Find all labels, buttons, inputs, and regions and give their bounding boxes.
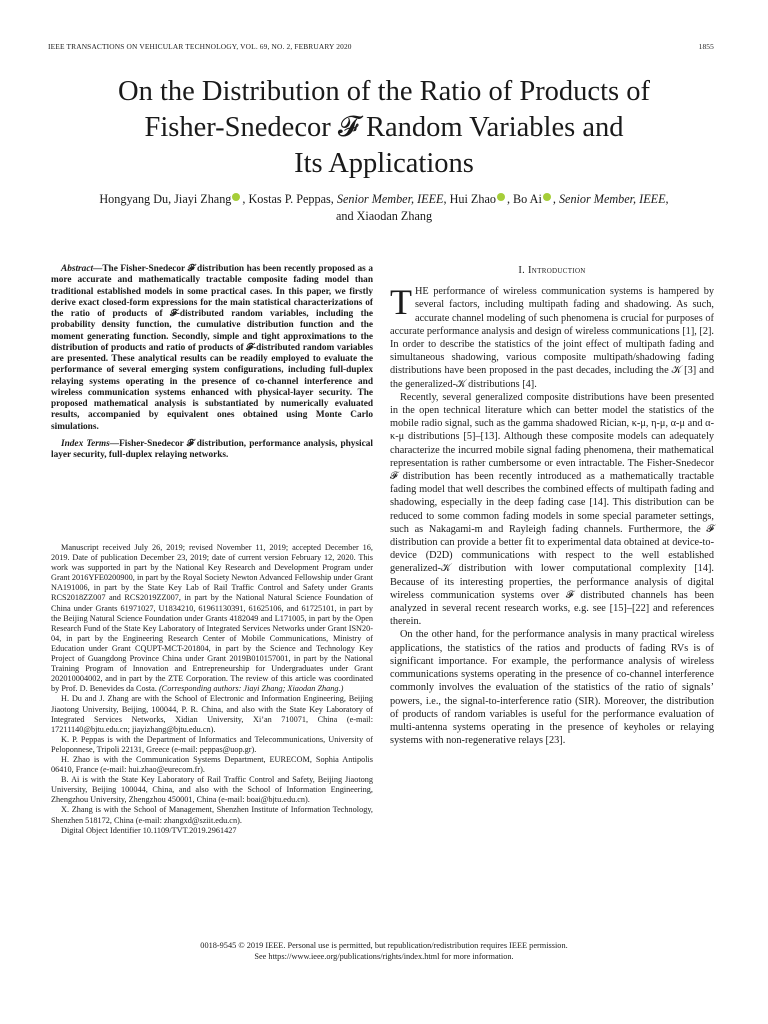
intro-paragraph: On the other hand, for the performance analysis in many practical wireless applications, the statistics of the ratios and products of fading RVs is of significant importance. For example, the performance analysis of wireless communications systems operating in the presence of co-channel interference commonly involves the evaluation of the statistics of the ratio of signals’ powers, i.e., the signal-to-interference ratio (SIR). Moreover, the distribution of products of random variables is useful for the performance evaluation of multi-antenna systems operating in the presence of keyholes or relaying systems with non-regenerative relays [23]. bbox=[390, 629, 714, 747]
footnote-affiliation: H. Du and J. Zhang are with the School of Electronic and Information Engineering, Beijing Jiaotong University, Beijing, 100044, P. R. China, and also with the State Key Laboratory of Integrated Services Networks, Xidian University, Xi’an 710071, China (e-mail: 17211140@bjtu.edu.cn; jiayizhang@bjtu.edu.cn). bbox=[51, 694, 373, 734]
drop-cap: T bbox=[390, 282, 412, 323]
footnote-affiliation: K. P. Peppas is with the Department of Informatics and Telecommunications, University of Peloponnese, Tripoli 22131, Greece (e-mail: peppas@uop.gr). bbox=[51, 734, 373, 754]
copyright-notice bbox=[40, 940, 728, 962]
index-terms bbox=[51, 439, 373, 462]
footnote-funding: Manuscript received July 26, 2019; revised November 11, 2019; accepted December 16, 2019. Date of publication December 23, 2019; date of current version February 12, 2020. This work was supported in part by the National Key Research and Development Program under Grant 2016YFE0200900, in part by the Royal Society Newton Advanced Fellowship under Grant NA191006, in part by the State Key Lab of Rail Traffic Control and Safety under Grants RCS2018ZZ007 and RCS2019ZZ007, in part by the National Natural Science Foundation of China under Grants 61971027, U1834210, 61961130391, 61625106, and 61725101, in part by the Beijing Natural Science Foundation under Grants 4182049 and L171005, in part by the Open Research Fund of the State Key Laboratory of Integrated Services Networks under Grant ISN20-04, in part by the Engineering Research Center of Mobile Communications, Ministry of Education under Grant CQUPT-MCT-201804, in part by the Science and Technology Key Project of Guangdong Province China under Grant 2019B010157001, in part by the National Training Program of Innovation and Entrepreneurship for Undergraduates under Grant 202010004002, and in part by the ZTE Corporation. The review of this article was coordinated by Prof. D. Benevides da Costa. (Corresponding authors: Jiayi Zhang; Xiaodan Zhang.) bbox=[51, 543, 373, 694]
footnote-affiliation: B. Ai is with the State Key Laboratory of Rail Traffic Control and Safety, Beijing Jiaotong University, Beijing 100044, China, and also with the School of Information Engineering, Zhengzhou University, Zhengzhou 450001, China (e-mail: boai@bjtu.edu.cn). bbox=[51, 775, 373, 805]
member-grade: , Senior Member, IEEE, bbox=[552, 192, 669, 206]
member-grade: Senior Member, IEEE bbox=[336, 192, 444, 206]
index-terms-label: Index Terms bbox=[61, 438, 110, 449]
left-column bbox=[51, 264, 373, 461]
abstract bbox=[51, 264, 373, 433]
author-names-1: Hongyang Du, Jiayi Zhang bbox=[99, 192, 232, 206]
corresponding-authors: (Corresponding authors: Jiayi Zhang; Xiaodan Zhang.) bbox=[158, 684, 344, 694]
copyright-line-1: 0018-9545 © 2019 IEEE. Personal use is permitted, but republication/redistribution requires IEEE permission. bbox=[200, 941, 568, 950]
footnote-affiliation: X. Zhang is with the School of Management, Shenzhen Institute of Information Technology, Shenzhen 518172, China (e-mail: zhangxd@sziit.edu.cn). bbox=[51, 805, 373, 825]
page-number: 1855 bbox=[698, 42, 714, 51]
doi: Digital Object Identifier 10.1109/TVT.2019.2961427 bbox=[61, 825, 237, 835]
author-names-5: and Xiaodan Zhang bbox=[335, 209, 433, 223]
journal-info: IEEE TRANSACTIONS ON VEHICULAR TECHNOLOGY, VOL. 69, NO. 2, FEBRUARY 2020 bbox=[48, 42, 352, 51]
title-line-2: Fisher-Snedecor 𝓕 Random Variables and bbox=[144, 112, 624, 143]
copyright-line-2: See https://www.ieee.org/publications/rights/index.html for more information. bbox=[254, 952, 514, 961]
footnote bbox=[51, 543, 373, 836]
intro-paragraph: Recently, several generalized composite distributions have been presented in the open technical literature which can better model the statistics of the mobile radio signal, such as the gamma shadowed Rician, κ-μ, η-μ, α-μ and α-κ-μ distributions [5]–[13]. Although these composite models can adequately characterize the incurred mobile signal fading phenomena, their mathematical representation is rather cumbersome or even intractable. The Fisher-Snedecor 𝓕 distribution has been recently introduced as a mathematically tractable fading model that well describes the combined effects of multipath fading and shadowing, especially in the deep fading case [14]. This distribution can be reduced to some common fading models in some special parameter settings, such as Nakagami-m and Rayleigh fading channels. Furthermore, the 𝓕 distribution can provide a better fit to experimental data obtained at device-to-device (D2D) communications with respect to the well established generalized-𝒦 distribution with lower computational complexity [14]. Because of its interesting properties, the performance analysis of digital wireless communication systems over 𝓕 distributed channels has been analyzed in several recent research works, e.g. see [15]–[22] and references therein. bbox=[390, 391, 714, 628]
author-names-2: , Kostas P. Peppas, bbox=[242, 192, 337, 206]
paper-title bbox=[60, 74, 708, 182]
author-names-4: , Bo Ai bbox=[506, 192, 542, 206]
right-column bbox=[390, 264, 714, 747]
footnote-affiliation: H. Zhao is with the Communication Systems Department, EURECOM, Sophia Antipolis 06410, France (e-mail: hui.zhao@eurecom.fr). bbox=[51, 754, 373, 775]
orcid-icon[interactable] bbox=[497, 193, 505, 201]
title-line-1: On the Distribution of the Ratio of Products of bbox=[118, 76, 650, 107]
running-head bbox=[48, 42, 714, 51]
section-heading: I. Introduction bbox=[518, 265, 586, 276]
index-terms-text: —Fisher-Snedecor 𝓕 distribution, performance analysis, physical layer security, full-duplex relaying networks. bbox=[51, 438, 373, 460]
abstract-text: —The Fisher-Snedecor 𝓕 distribution has been recently proposed as a more accurate and mathematically tractable composite fading model than traditional established models in some practical cases. In this paper, we firstly derive exact closed-form expressions for the main statistical characterizations of the ratio of products of 𝓕-distributed random variables, including the probability density function, the cumulative distribution function and the moment generating function. Secondly, simple and tight approximations to the distribution of products and ratio of products of 𝓕-distributed random variables are presented. These analytical results can be readily employed to evaluate the performance of several emerging system configurations, including full-duplex relaying systems operating in the presence of co-channel interference and wireless communication systems enhanced with physical-layer security. The proposed mathematical analysis is substantiated by numerically evaluated results, accompanied by equivalent ones obtained using Monte Carlo simulations. bbox=[51, 264, 373, 432]
orcid-icon[interactable] bbox=[543, 193, 551, 201]
intro-paragraph: THE performance of wireless communication systems is hampered by several factors, including multipath fading and shadowing. As such, accurate channel modeling of such phenomena is crucial for purposes of accurate performance analysis and design of wireless communications [1], [2]. In order to describe the statistics of the joint effect of multipath fading and simultaneous shadowing, various composite multipath/shadowing fading distributions have been proposed in the past decades, including the 𝒦 [3] and the generalized-𝒦 distributions [4]. bbox=[390, 282, 714, 390]
author-names-3: , Hui Zhao bbox=[443, 192, 496, 206]
title-line-3: Its Applications bbox=[294, 148, 474, 179]
abstract-label: Abstract bbox=[61, 264, 94, 274]
author-list bbox=[40, 191, 728, 225]
orcid-icon[interactable] bbox=[232, 193, 240, 201]
